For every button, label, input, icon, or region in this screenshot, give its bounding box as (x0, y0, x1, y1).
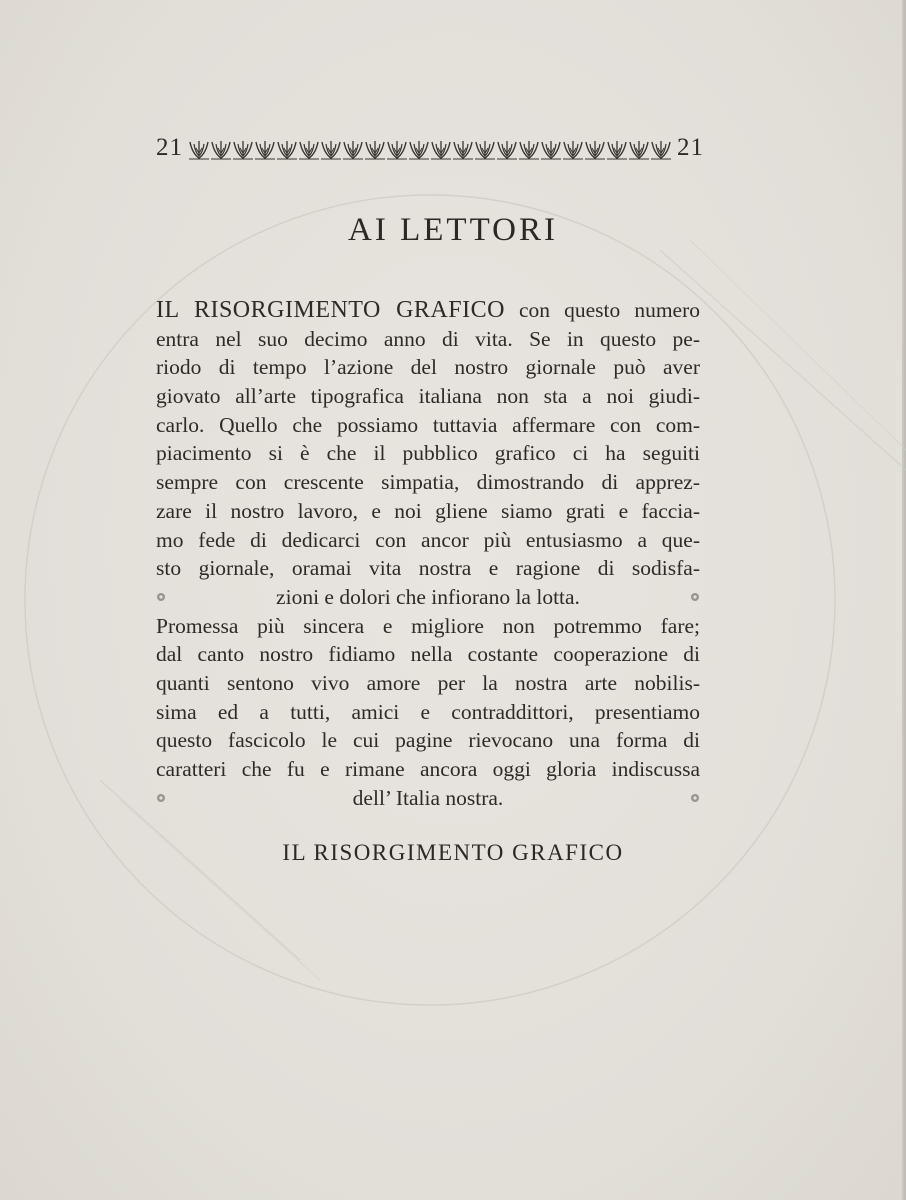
lily-ornament-icon (320, 138, 342, 160)
ornamental-border (188, 136, 672, 160)
lily-ornament-icon (342, 138, 364, 160)
text-line: zare il nostro lavoro, e noi gliene siamo grati e faccia- (156, 498, 700, 523)
text-line: giovato all’arte tipografica italiana non sta a noi giudi- (156, 384, 700, 409)
lily-ornament-icon (518, 138, 540, 160)
text-line: dal canto nostro fidiamo nella costante cooperazione di (156, 642, 700, 667)
text-line: piacimento si è che il pubblico grafico ci ha seguiti (156, 441, 700, 466)
lily-ornament-icon (584, 138, 606, 160)
lily-ornament-icon (562, 138, 584, 160)
letter-body (156, 296, 700, 812)
text-line: questo fascicolo le cui pagine rievocano una forma di (156, 728, 700, 753)
lily-ornament-icon (452, 138, 474, 160)
lily-ornament-icon (386, 138, 408, 160)
text-line: mo fede di dedicarci con ancor più entusiasmo a que- (156, 527, 700, 552)
lily-ornament-icon (298, 138, 320, 160)
page-number-right: 21 (677, 134, 704, 161)
lily-ornament-icon (188, 138, 210, 160)
lily-ornament-icon (540, 138, 562, 160)
text-line: caratteri che fu e rimane ancora oggi gloria indiscussa (156, 757, 700, 781)
rosette-ornament-icon (690, 592, 700, 602)
lily-ornament-icon (408, 138, 430, 160)
rosette-ornament-icon (690, 793, 700, 803)
text-line: sto giornale, oramai vita nostra e ragione di sodisfa- (156, 556, 700, 581)
paragraph-end-line: dell’ Italia nostra. (156, 784, 700, 813)
text-line: Promessa più sincera e migliore non potremmo fare; (156, 613, 700, 638)
paragraph-end-line: zioni e dolori che infiorano la lotta. (156, 583, 700, 612)
page-title: AI LETTORI (348, 212, 558, 248)
lily-ornament-icon (364, 138, 386, 160)
lily-ornament-icon (628, 138, 650, 160)
text-line: quanti sentono vivo amore per la nostra arte nobilis- (156, 670, 700, 695)
lily-ornament-icon (210, 138, 232, 160)
rosette-ornament-icon (156, 793, 166, 803)
text-line: IL RISORGIMENTO GRAFICO con questo numero (156, 297, 700, 323)
signature: IL RISORGIMENTO GRAFICO (282, 840, 624, 865)
page-header (156, 126, 704, 161)
rosette-ornament-icon (156, 592, 166, 602)
text-line: sempre con crescente simpatia, dimostrando di apprez- (156, 470, 700, 495)
lily-ornament-icon (232, 138, 254, 160)
lily-ornament-icon (430, 138, 452, 160)
text-line: entra nel suo decimo anno di vita. Se in questo pe- (156, 326, 700, 351)
lily-ornament-icon (276, 138, 298, 160)
lily-ornament-icon (254, 138, 276, 160)
text-line: riodo di tempo l’azione del nostro giornale può aver (156, 355, 700, 380)
lily-ornament-icon (650, 138, 672, 160)
lily-ornament-icon (606, 138, 628, 160)
text-line: carlo. Quello che possiamo tuttavia affermare con com- (156, 412, 700, 437)
lily-ornament-icon (474, 138, 496, 160)
page-number-left: 21 (156, 134, 183, 161)
text-line: sima ed a tutti, amici e contraddittori, presentiamo (156, 699, 700, 724)
lily-ornament-icon (496, 138, 518, 160)
publication-name: IL RISORGIMENTO GRAFICO (156, 297, 505, 323)
